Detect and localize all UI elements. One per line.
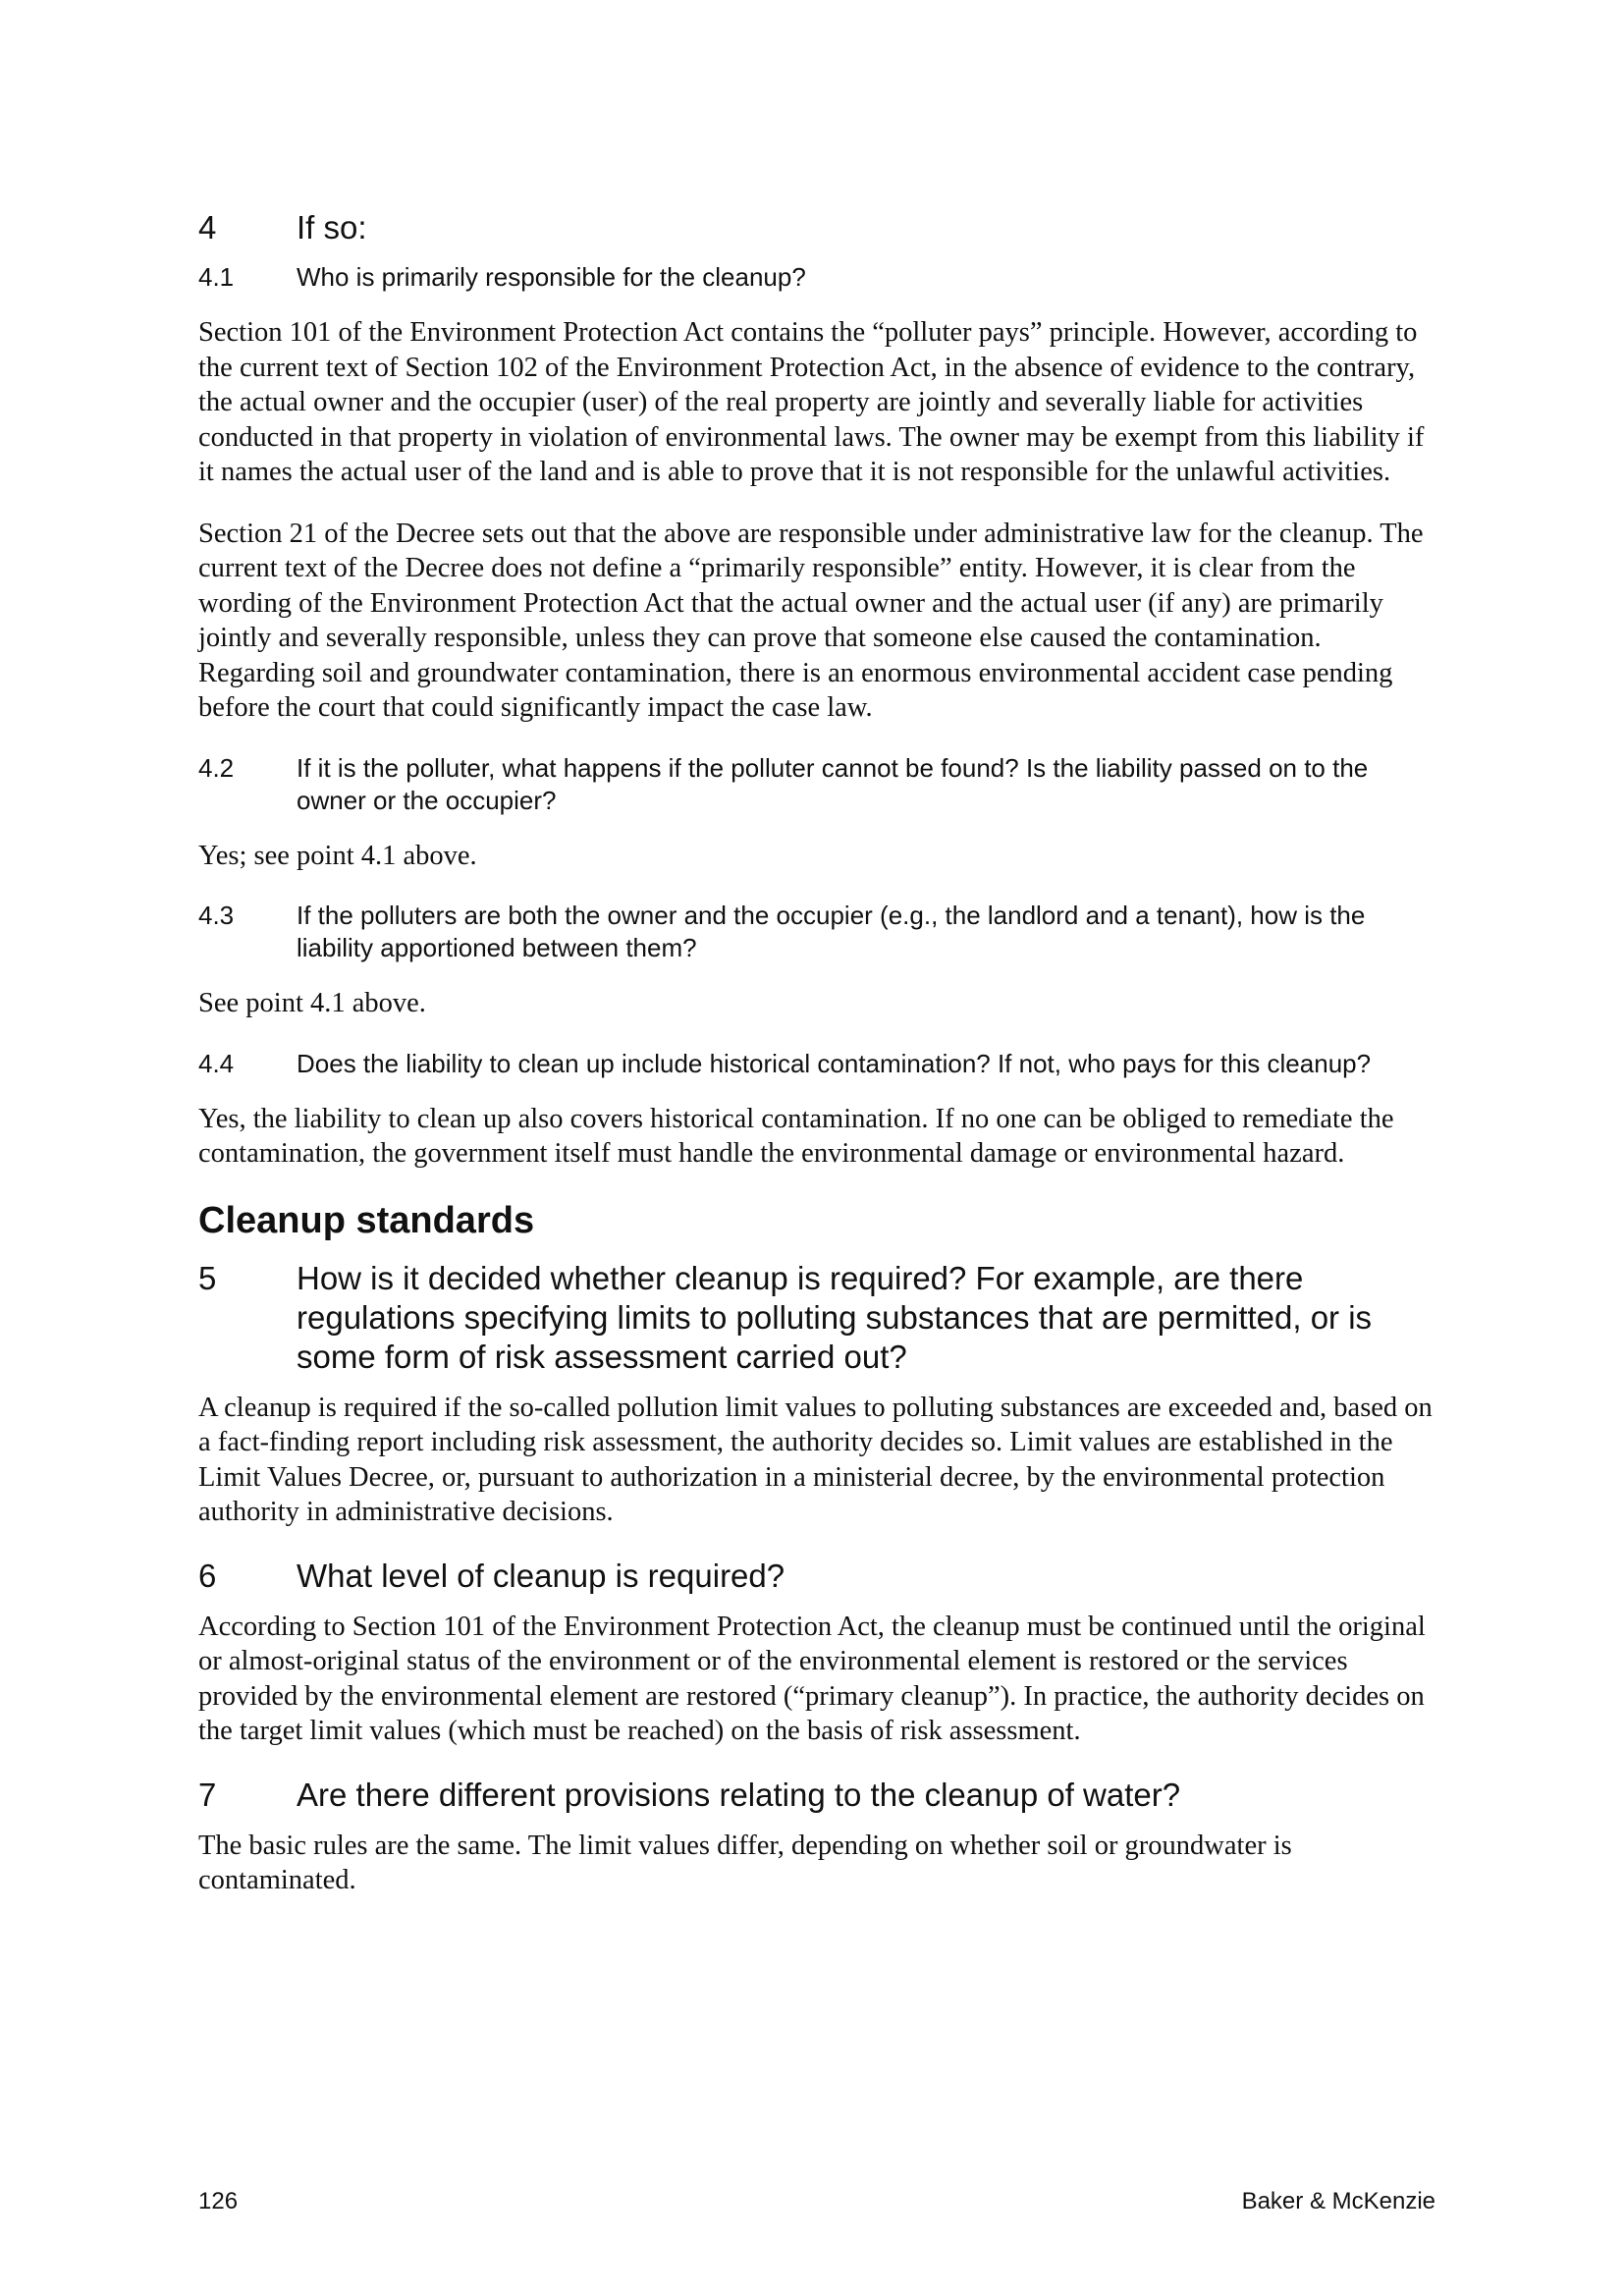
answer-6-paragraph: According to Section 101 of the Environment Protection Act, the cleanup must be continued until the original or almost-original status of the environment or of the environmental element is restored or the services provided by the environmental element are restored (“primary cleanup”). In practice, the authority decides on the target limit values (which must be reached) on the basis of risk assessment. — [198, 1611, 1426, 1746]
question-text: What level of cleanup is required? — [297, 1557, 785, 1594]
page-footer — [198, 2188, 1435, 2215]
answer-5-paragraph: A cleanup is required if the so-called pollution limit values to polluting substances are exceeded and, based on a fact-finding report including risk assessment, the authority decides so. Limit values are established in the Limit Values Decree, or, pursuant to authorization in a ministerial decree, by the environmental protection authority in administrative decisions. — [198, 1392, 1433, 1527]
question-4-heading — [198, 208, 1435, 247]
question-text: Does the liability to clean up include historical contamination? If not, who pays for this cleanup? — [297, 1048, 1372, 1078]
question-number: 7 — [198, 1776, 217, 1813]
question-text: Who is primarily responsible for the cleanup? — [297, 262, 806, 292]
question-text: How is it decided whether cleanup is required? For example, are there regulations specifying limits to polluting substances that are permitted, or is some form of risk assessment carried out? — [297, 1259, 1373, 1375]
question-4-1-heading — [198, 261, 1435, 294]
answer-4-3-paragraph: See point 4.1 above. — [198, 988, 426, 1018]
question-number: 5 — [198, 1259, 217, 1296]
answer-7-paragraph: The basic rules are the same. The limit values differ, depending on whether soil or groundwater is contaminated. — [198, 1830, 1292, 1895]
answer-4-2-paragraph: Yes; see point 4.1 above. — [198, 840, 477, 871]
question-number: 4 — [198, 209, 217, 246]
question-number: 4.4 — [198, 1048, 235, 1078]
document-page — [198, 208, 1435, 1925]
question-4-3-heading — [198, 900, 1435, 964]
question-text: If so: — [297, 209, 367, 246]
answer-4-1-paragraph-1: Section 101 of the Environment Protection Act contains the “polluter pays” principle. However, according to the current text of Section 102 of the Environment Protection Act, in the absence of evidence to the contrary, the actual owner and the occupier (user) of the real property are jointly and severally liable for activities conducted in that property in violation of environmental laws. The owner may be exempt from this liability if it names the actual user of the land and is able to prove that it is not responsible for the unlawful activities. — [198, 317, 1425, 487]
question-text: If the polluters are both the owner and the occupier (e.g., the landlord and a tenant), how is the liability apportioned between them? — [297, 901, 1366, 962]
question-7-heading — [198, 1776, 1435, 1815]
section-title: Cleanup standards — [198, 1199, 535, 1241]
question-text: Are there different provisions relating to the cleanup of water? — [297, 1776, 1181, 1813]
answer-4-4-paragraph: Yes, the liability to clean up also covers historical contamination. If no one can be obliged to remediate the contamination, the government itself must handle the environmental damage or environmental hazard. — [198, 1103, 1394, 1169]
question-4-4-heading — [198, 1048, 1435, 1080]
question-number: 6 — [198, 1557, 217, 1594]
question-number: 4.3 — [198, 901, 235, 930]
question-number: 4.1 — [198, 262, 235, 292]
question-4-2-heading — [198, 752, 1435, 817]
page-number: 126 — [198, 2188, 239, 2214]
question-text: If it is the polluter, what happens if the polluter cannot be found? Is the liability passed on to the owner or the occupier? — [297, 752, 1369, 815]
question-6-heading — [198, 1557, 1435, 1596]
firm-name: Baker & McKenzie — [1241, 2188, 1435, 2214]
question-number: 4.2 — [198, 752, 235, 783]
answer-4-1-paragraph-2: Section 21 of the Decree sets out that the above are responsible under administrative law for the cleanup. The current text of the Decree does not define a “primarily responsible” entity. However, it is clear from the wording of the Environment Protection Act that the actual owner and the actual user (if any) are primarily jointly and severally responsible, unless they can prove that someone else caused the contamination. Regarding soil and groundwater contamination, there is an enormous environmental accident case pending before the court that could significantly impact the case law. — [198, 518, 1424, 723]
question-5-heading — [198, 1259, 1435, 1377]
